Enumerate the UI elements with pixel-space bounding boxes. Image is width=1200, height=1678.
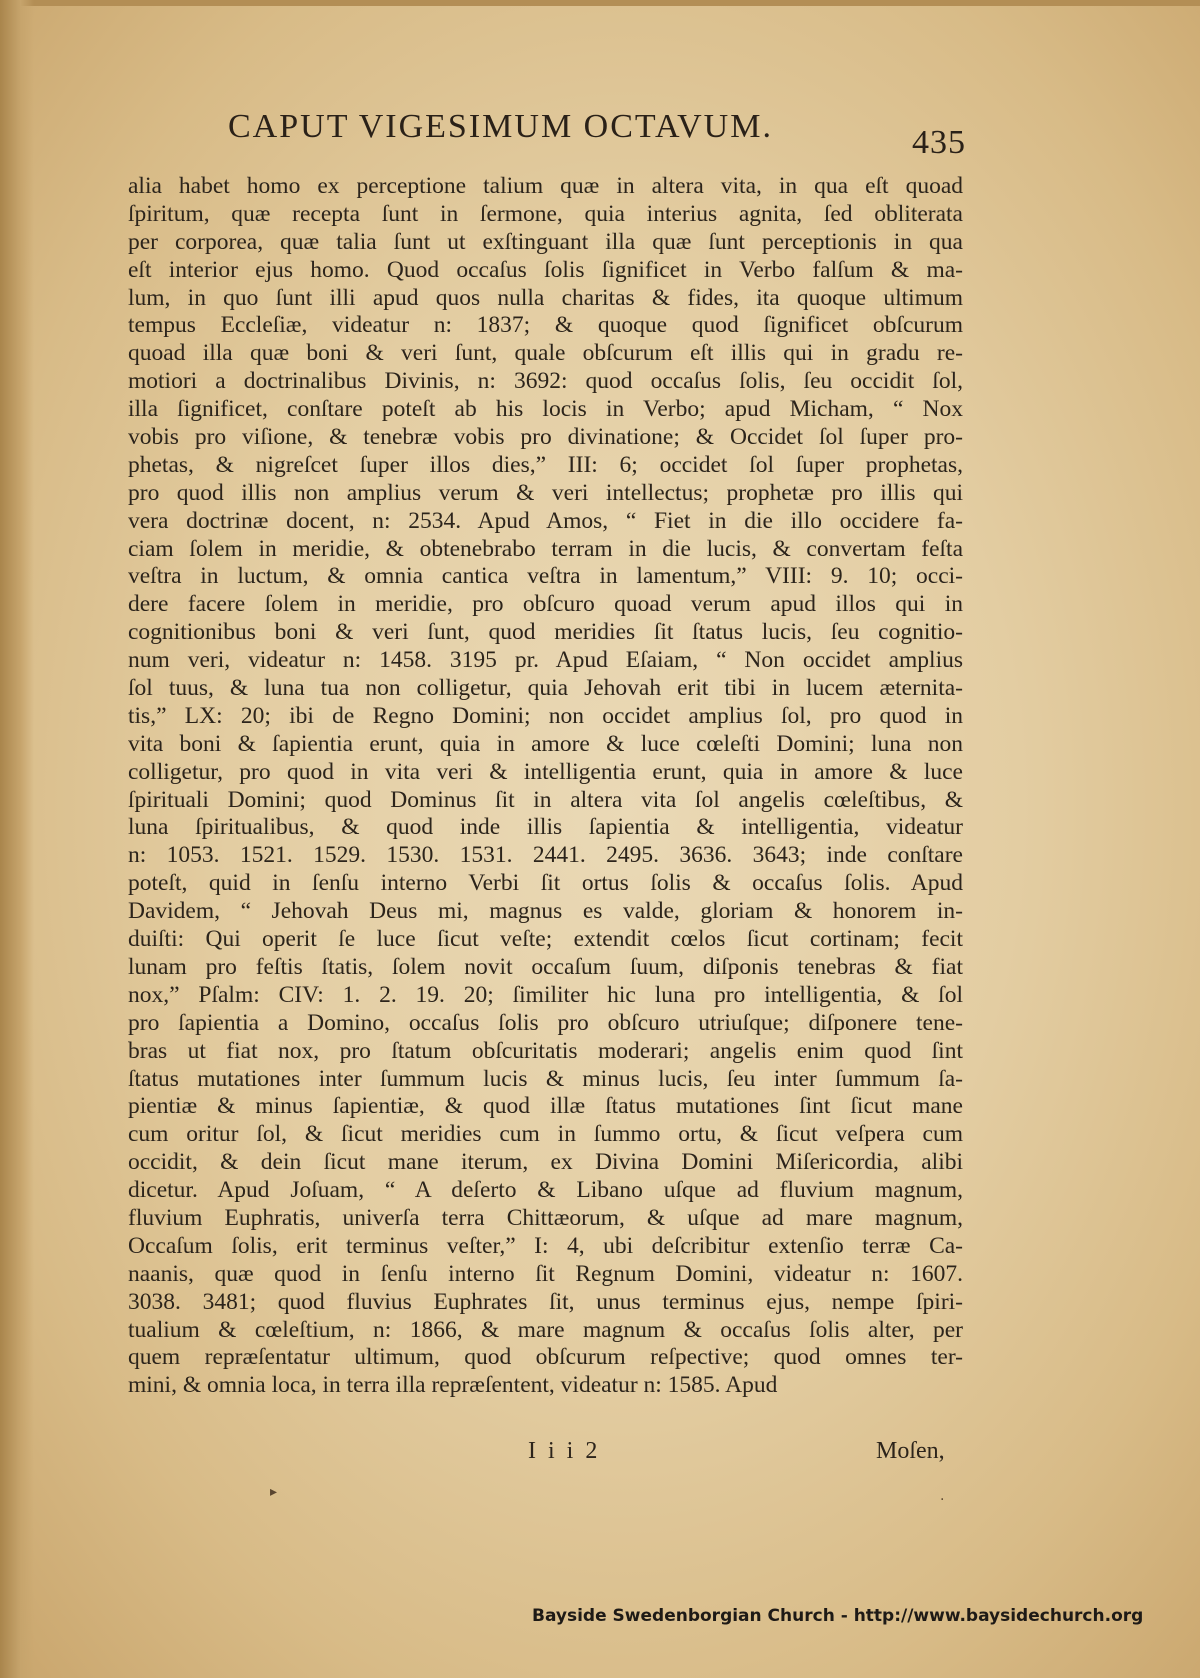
text-line: ſpirituali Domini; quod Dominus ſit in altera vita ſol angelis cœleſtibus, & bbox=[128, 786, 963, 813]
text-line: nox,” Pſalm: CIV: 1. 2. 19. 20; ſimiliter hic luna pro intelligentia, & ſol bbox=[128, 981, 963, 1008]
text-line: 3038. 3481; quod fluvius Euphrates ſit, unus terminus ejus, nempe ſpiri- bbox=[128, 1288, 963, 1315]
text-line: bras ut fiat nox, pro ſtatum obſcuritatis moderari; angelis enim quod ſint bbox=[128, 1037, 963, 1064]
gutter-shadow bbox=[0, 0, 34, 1678]
running-head: CAPUT VIGESIMUM OCTAVUM. bbox=[228, 108, 773, 145]
text-line: quoad illa quæ boni & veri ſunt, quale obſcurum eſt illis qui in gradu re- bbox=[128, 340, 963, 367]
text-line: lunam pro feſtis ſtatis, ſolem novit occaſum ſuum, diſponis tenebras & fiat bbox=[128, 953, 963, 980]
text-line: eſt interior ejus homo. Quod occaſus ſolis ſignificet in Verbo falſum & ma- bbox=[128, 256, 963, 283]
text-line: Davidem, “ Jehovah Deus mi, magnus es valde, gloriam & honorem in- bbox=[128, 898, 963, 925]
text-line: motiori a doctrinalibus Divinis, n: 3692: quod occaſus ſolis, ſeu occidit ſol, bbox=[128, 368, 963, 395]
text-line: quem repræſentatur ultimum, quod obſcurum reſpective; quod omnes ter- bbox=[128, 1344, 963, 1371]
page-top-edge bbox=[0, 0, 1200, 6]
text-line: mini, & omnia loca, in terra illa repræſentent, videatur n: 1585. Apud bbox=[128, 1372, 778, 1399]
text-line: ſtatus mutationes inter ſummum lucis & minus lucis, ſeu inter ſummum ſa- bbox=[128, 1065, 963, 1092]
text-line: cum oritur ſol, & ſicut meridies cum in ſummo ortu, & ſicut veſpera cum bbox=[128, 1121, 963, 1148]
ink-speck: ▸ bbox=[270, 1484, 278, 1500]
text-line: duiſti: Qui operit ſe luce ſicut veſte; extendit cœlos ſicut cortinam; fecit bbox=[128, 926, 963, 953]
text-line: pientiæ & minus ſapientiæ, & quod illæ ſtatus mutationes ſint ſicut mane bbox=[128, 1093, 963, 1120]
text-line: illa ſignificet, conſtare poteſt ab his locis in Verbo; apud Micham, “ Nox bbox=[128, 396, 963, 423]
text-line: tempus Eccleſiæ, videatur n: 1837; & quoque quod ſignificet obſcurum bbox=[128, 312, 963, 339]
signature-mark: I i i 2 bbox=[528, 1438, 601, 1464]
page-number: 435 bbox=[912, 124, 966, 161]
watermark-text: Bayside Swedenborgian Church - http://www.baysidechurch.org bbox=[532, 1606, 1144, 1626]
text-line: pro quod illis non amplius verum & veri intellectus; prophetæ pro illis qui bbox=[128, 479, 963, 506]
text-line: pro ſapientia a Domino, occaſus ſolis pro obſcuro utriuſque; diſponere tene- bbox=[128, 1009, 963, 1036]
text-line: colligetur, pro quod in vita veri & intelligentia erunt, quia in amore & luce bbox=[128, 758, 963, 785]
text-line: dicetur. Apud Joſuam, “ A deſerto & Libano uſque ad fluvium magnum, bbox=[128, 1177, 963, 1204]
text-line: n: 1053. 1521. 1529. 1530. 1531. 2441. 2495. 3636. 3643; inde conſtare bbox=[128, 842, 963, 869]
text-line: lum, in quo ſunt illi apud quos nulla charitas & fides, ita quoque ultimum bbox=[128, 284, 963, 311]
text-line: ciam ſolem in meridie, & obtenebrabo terram in die lucis, & convertam feſta bbox=[128, 535, 963, 562]
text-line: per corporea, quæ talia ſunt ut exſtinguant illa quæ ſunt perceptionis in qua bbox=[128, 228, 963, 255]
ink-speck: · bbox=[940, 1492, 945, 1508]
text-line: dere facere ſolem in meridie, pro obſcuro quoad verum apud illos qui in bbox=[128, 591, 963, 618]
text-line: vera doctrinæ docent, n: 2534. Apud Amos, “ Fiet in die illo occidere fa- bbox=[128, 507, 963, 534]
text-line: ſol tuus, & luna tua non colligetur, quia Jehovah erit tibi in lucem æternita- bbox=[128, 675, 963, 702]
text-line: phetas, & nigreſcet ſuper illos dies,” III: 6; occidet ſol ſuper prophetas, bbox=[128, 451, 963, 478]
body-text bbox=[128, 173, 963, 1400]
text-line: Occaſum ſolis, erit terminus veſter,” I: 4, ubi deſcribitur extenſio terræ Ca- bbox=[128, 1232, 963, 1259]
text-line: veſtra in luctum, & omnia cantica veſtra in lamentum,” VIII: 9. 10; occi- bbox=[128, 563, 963, 590]
text-line: tis,” LX: 20; ibi de Regno Domini; non occidet amplius ſol, pro quod in bbox=[128, 702, 963, 729]
text-line: luna ſpiritualibus, & quod inde illis ſapientia & intelligentia, videatur bbox=[128, 814, 963, 841]
text-line: ſpiritum, quæ recepta ſunt in ſermone, quia interius agnita, ſed obliterata bbox=[128, 200, 963, 227]
text-line: poteſt, quid in ſenſu interno Verbi ſit ortus ſolis & occaſus ſolis. Apud bbox=[128, 870, 963, 897]
text-line: vita boni & ſapientia erunt, quia in amore & luce cœleſti Domini; luna non bbox=[128, 730, 963, 757]
text-line: cognitionibus boni & veri ſunt, quod meridies ſit ſtatus lucis, ſeu cognitio- bbox=[128, 619, 963, 646]
text-line: fluvium Euphratis, univerſa terra Chittæorum, & uſque ad mare magnum, bbox=[128, 1204, 963, 1231]
text-line: num veri, videatur n: 1458. 3195 pr. Apud Eſaiam, “ Non occidet amplius bbox=[128, 647, 963, 674]
text-line: alia habet homo ex perceptione talium quæ in altera vita, in qua eſt quoad bbox=[128, 173, 963, 199]
text-line: tualium & cœleſtium, n: 1866, & mare magnum & occaſus ſolis alter, per bbox=[128, 1316, 963, 1343]
text-line: naanis, quæ quod in ſenſu interno ſit Regnum Domini, videatur n: 1607. bbox=[128, 1260, 963, 1287]
catchword: Moſen, bbox=[876, 1438, 945, 1464]
text-line: occidit, & dein ſicut mane iterum, ex Divina Domini Miſericordia, alibi bbox=[128, 1149, 963, 1176]
text-line: vobis pro viſione, & tenebræ vobis pro divinatione; & Occidet ſol ſuper pro- bbox=[128, 424, 963, 451]
